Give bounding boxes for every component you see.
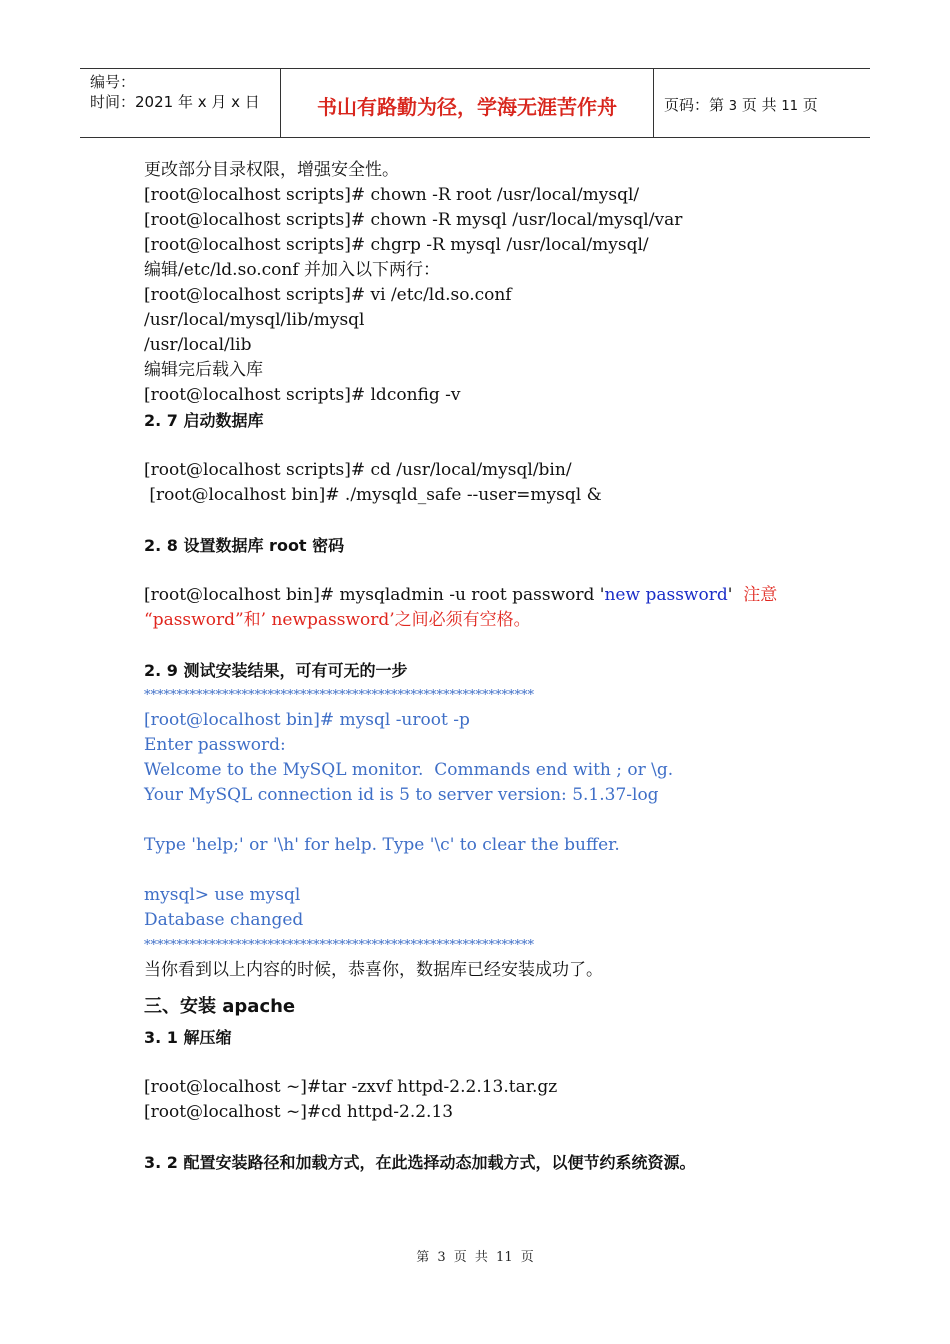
text-line: 更改部分目录权限，增强安全性。 xyxy=(144,160,399,180)
console-line: Database changed xyxy=(144,910,304,930)
command-line: [root@localhost scripts]# chown -R mysql /usr/local/mysql/var xyxy=(144,210,683,230)
document-body xyxy=(144,158,844,1175)
header-motto-cell xyxy=(281,69,654,137)
separator-stars: ************************************************************ xyxy=(144,688,534,703)
blank-line xyxy=(144,1125,844,1150)
path-line: /usr/local/mysql/lib/mysql xyxy=(144,310,365,330)
blank-line xyxy=(144,633,844,658)
header-motto: 书山有路勤为径，学海无涯苦作舟 xyxy=(317,95,617,119)
console-line: Enter password: xyxy=(144,735,286,755)
blank-line xyxy=(144,508,844,533)
command-line: [root@localhost ~]#tar -zxvf httpd-2.2.13.tar.gz xyxy=(144,1077,558,1097)
blank-line xyxy=(144,858,844,883)
page-prefix: 页码：第 xyxy=(664,96,725,114)
command-line xyxy=(144,583,844,608)
page-header xyxy=(80,68,870,138)
document-time-label: 时间：2021 年 x 月 x 日 xyxy=(90,93,260,111)
quote-text: ' xyxy=(727,585,744,605)
command-line: [root@localhost scripts]# vi /etc/ld.so.conf xyxy=(144,285,512,305)
command-line: [root@localhost ~]#cd httpd-2.2.13 xyxy=(144,1102,454,1122)
section-heading-2-9: 2. 9 测试安装结果，可有可无的一步 xyxy=(144,661,408,680)
text-line: 当你看到以上内容的时候，恭喜你，数据库已经安装成功了。 xyxy=(144,960,603,980)
path-line: /usr/local/lib xyxy=(144,335,252,355)
console-line: Type 'help;' or '\h' for help. Type '\c' to clear the buffer. xyxy=(144,835,620,855)
header-meta-cell xyxy=(80,69,281,137)
console-line: Welcome to the MySQL monitor. Commands end with ; or \g. xyxy=(144,760,674,780)
console-line: Your MySQL connection id is 5 to server version: 5.1.37-log xyxy=(144,785,659,805)
section-heading-2-8: 2. 8 设置数据库 root 密码 xyxy=(144,536,345,555)
command-line: [root@localhost scripts]# ldconfig -v xyxy=(144,385,461,405)
blank-line xyxy=(144,558,844,583)
command-line: [root@localhost scripts]# chown -R root /usr/local/mysql/ xyxy=(144,185,640,205)
chapter-heading-3: 三、安装 apache xyxy=(144,996,296,1017)
command-line: [root@localhost scripts]# cd /usr/local/mysql/bin/ xyxy=(144,460,572,480)
blank-line xyxy=(144,433,844,458)
console-line: [root@localhost bin]# mysql -uroot -p xyxy=(144,710,470,730)
command-line: [root@localhost scripts]# chgrp -R mysql /usr/local/mysql/ xyxy=(144,235,649,255)
header-page-cell xyxy=(654,69,870,137)
note-label: 注意 xyxy=(743,585,778,605)
header-page-info xyxy=(664,94,818,115)
command-line: [root@localhost bin]# ./mysqld_safe --user=mysql & xyxy=(144,485,602,505)
document-number-label: 编号： xyxy=(90,73,136,91)
page-footer: 第 3 页 共 11 页 xyxy=(416,1250,534,1265)
blank-line xyxy=(144,808,844,833)
section-heading-3-2: 3. 2 配置安装路径和加载方式，在此选择动态加载方式，以便节约系统资源。 xyxy=(144,1153,696,1172)
text-line: 编辑完后载入库 xyxy=(144,360,263,380)
section-heading-3-1: 3. 1 解压缩 xyxy=(144,1028,232,1047)
blank-line xyxy=(144,1050,844,1075)
separator-stars: ************************************************************ xyxy=(144,938,534,953)
console-line: mysql> use mysql xyxy=(144,885,301,905)
text-line: 编辑/etc/ld.so.conf 并加入以下两行： xyxy=(144,260,441,280)
command-text: [root@localhost bin]# mysqladmin -u root password ' xyxy=(144,585,605,605)
page-total: 11 xyxy=(781,99,798,114)
section-heading-2-7: 2. 7 启动数据库 xyxy=(144,411,264,430)
page-suffix: 页 xyxy=(802,96,818,114)
page-mid: 页 共 xyxy=(741,96,777,114)
password-placeholder: new password xyxy=(604,585,728,605)
page-current: 3 xyxy=(728,99,738,114)
note-text: “password”和’ newpassword’之间必须有空格。 xyxy=(144,610,531,630)
